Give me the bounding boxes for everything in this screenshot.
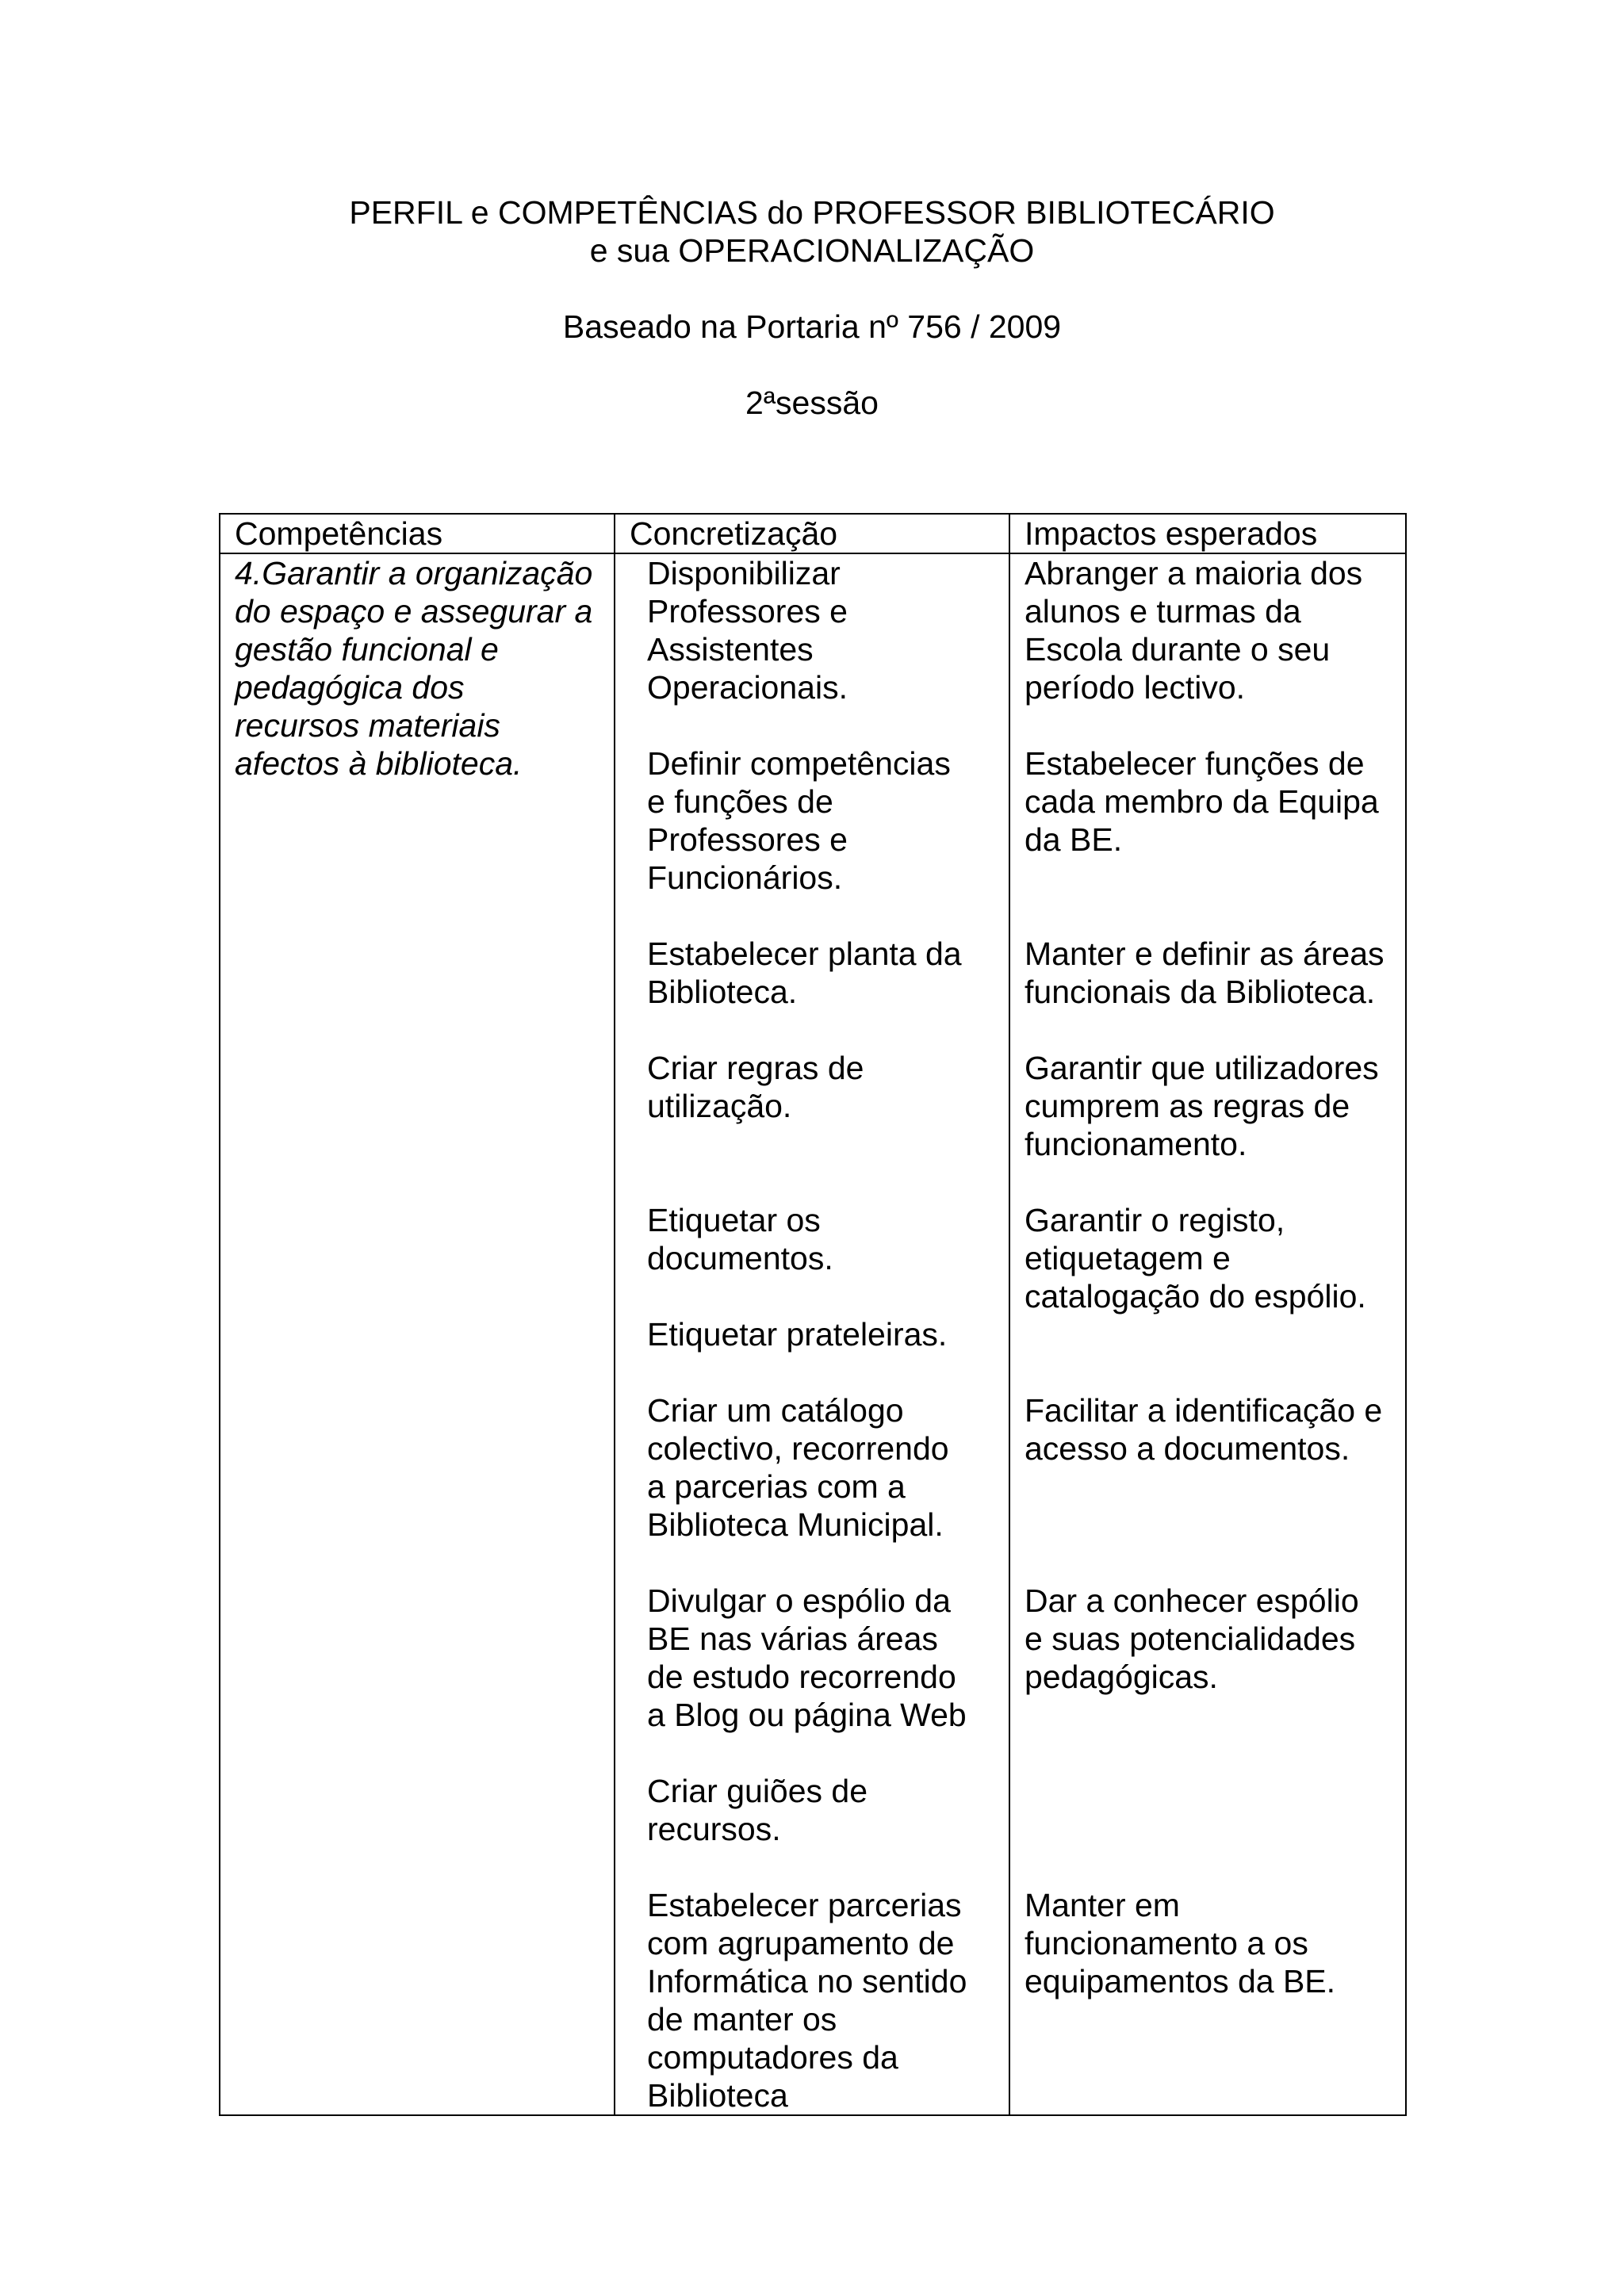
concretizacao-item: Criar guiões de recursos. bbox=[647, 1773, 868, 1847]
competencia-text: 4.Garantir a organização do espaço e assegurar a gestão funcional e pedagógica dos recursos materiais afectos à biblioteca. bbox=[235, 555, 593, 782]
concretizacao-cell bbox=[615, 553, 1009, 2115]
concretizacao-item: Disponibilizar Professores e Assistentes Operacionais. bbox=[647, 555, 848, 706]
impacto-item: Estabelecer funções de cada membro da Equipa da BE. bbox=[1025, 745, 1379, 858]
concretizacao-item: Criar regras de utilização. bbox=[647, 1050, 864, 1124]
impacto-item: Manter e definir as áreas funcionais da Biblioteca. bbox=[1025, 936, 1385, 1010]
session-label: 2ªsessão bbox=[745, 385, 879, 421]
concretizacao-item: Etiquetar prateleiras. bbox=[647, 1316, 948, 1353]
impactos-cell bbox=[1009, 553, 1406, 2115]
impacto-item: Garantir que utilizadores cumprem as regras de funcionamento. bbox=[1025, 1050, 1379, 1162]
competencia-cell bbox=[220, 553, 615, 2115]
concretizacao-item: Criar um catálogo colectivo, recorrendo a parcerias com a Biblioteca Municipal. bbox=[647, 1392, 949, 1543]
concretizacao-item: Estabelecer planta da Biblioteca. bbox=[647, 936, 962, 1010]
table-header-row bbox=[220, 514, 1406, 553]
column-header-competencias: Competências bbox=[220, 514, 615, 553]
impacto-item: Garantir o registo, etiquetagem e catalogação do espólio. bbox=[1025, 1202, 1366, 1314]
impacto-item: Dar a conhecer espólio e suas potencialidades pedagógicas. bbox=[1025, 1582, 1359, 1695]
column-header-concretizacao: Concretização bbox=[615, 514, 1009, 553]
document-title: PERFIL e COMPETÊNCIAS do PROFESSOR BIBLIOTECÁRIO bbox=[349, 194, 1275, 231]
concretizacao-item: Etiquetar os documentos. bbox=[647, 1202, 833, 1276]
concretizacao-item: Definir competências e funções de Professores e Funcionários. bbox=[647, 745, 951, 896]
competencies-table bbox=[219, 513, 1407, 2116]
impacto-item: Manter em funcionamento a os equipamentos da BE. bbox=[1025, 1887, 1336, 1999]
impacto-item: Facilitar a identificação e acesso a documentos. bbox=[1025, 1392, 1383, 1467]
table-row bbox=[220, 553, 1406, 2115]
column-header-impactos: Impactos esperados bbox=[1009, 514, 1406, 553]
concretizacao-item: Divulgar o espólio da BE nas várias áreas de estudo recorrendo a Blog ou página Web bbox=[647, 1582, 967, 1733]
impacto-item: Abranger a maioria dos alunos e turmas da Escola durante o seu período lectivo. bbox=[1025, 555, 1363, 706]
legal-basis: Baseado na Portaria nº 756 / 2009 bbox=[562, 308, 1062, 345]
concretizacao-item: Estabelecer parcerias com agrupamento de Informática no sentido de manter os computadores da Biblioteca bbox=[647, 1887, 967, 2114]
document-subtitle: e sua OPERACIONALIZAÇÃO bbox=[589, 232, 1035, 269]
